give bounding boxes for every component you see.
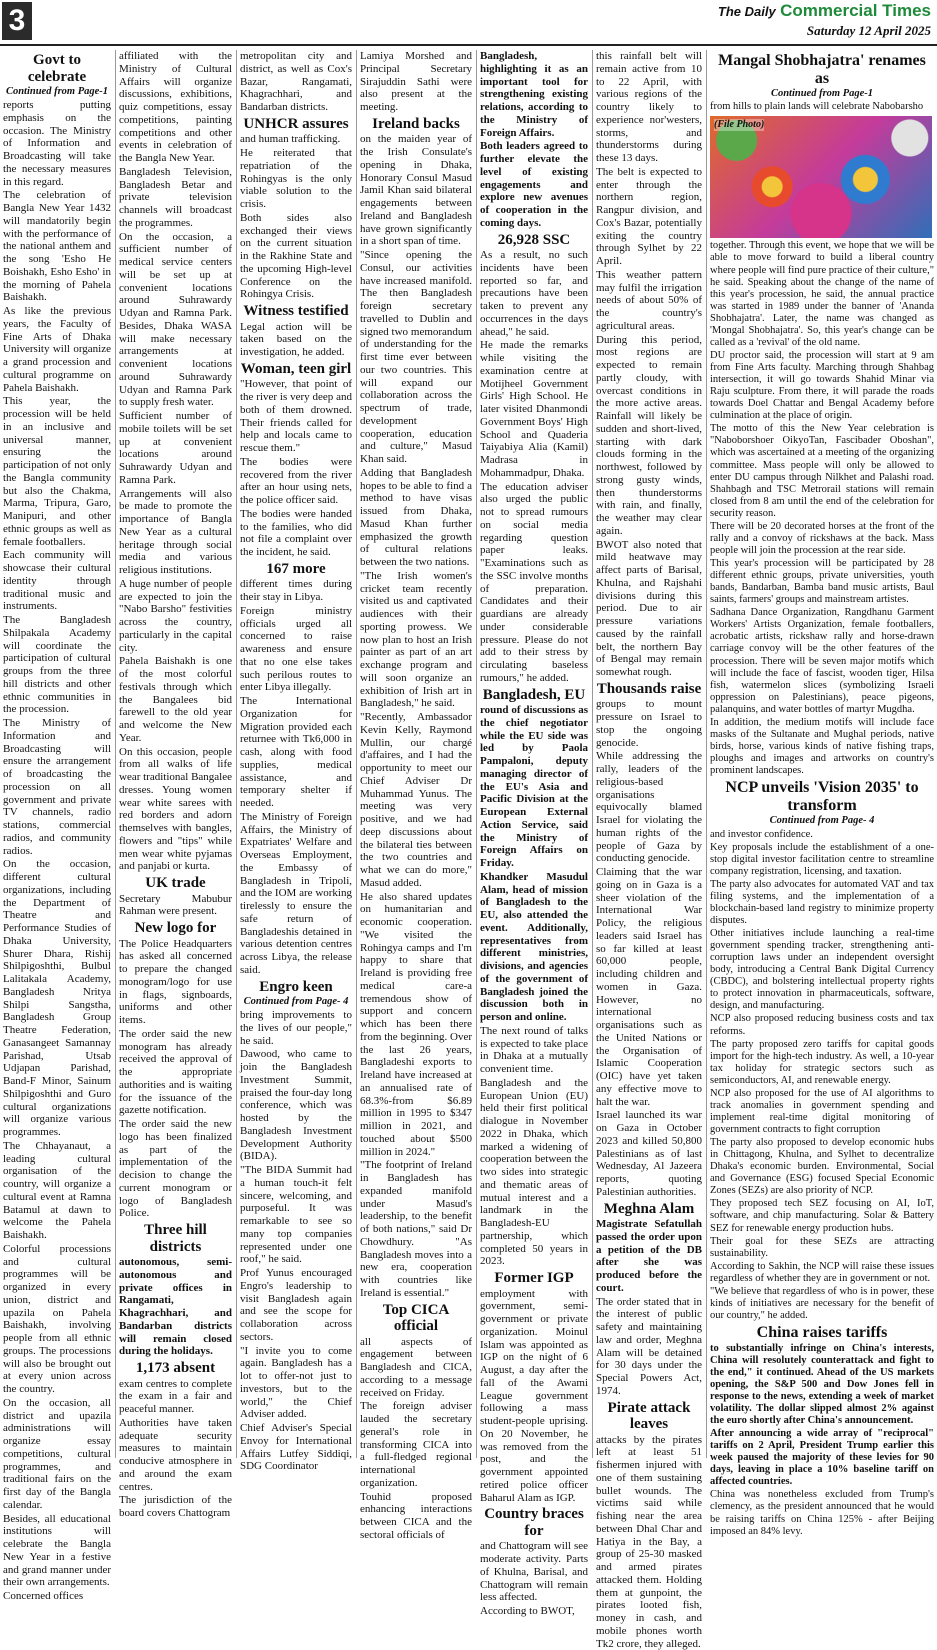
paragraph: employment with government, semi-government or private organization. Moinul Islam was appointed as IGP on the night of 6 August, a day after the fall of the Awami League government following a mass student-people uprising. On 20 November, he was removed from the post, and the government appointed retired police officer Baharul Alam as IGP. bbox=[480, 1288, 588, 1505]
headline-pirate: Pirate attack leaves bbox=[596, 1400, 702, 1433]
paragraph: The jurisdiction of the board covers Chattogram bbox=[119, 1494, 232, 1520]
paragraph: Bangladesh, highlighting it as an important tool for strengthening existing relations, according to the Ministry of Foreign Affairs. bbox=[480, 50, 588, 139]
paragraph: "Recently, Ambassador Kevin Kelly, Raymond Mullin, our chargé d'affaires, and I had the opportunity to meet our Chief Adviser Dr Muhammad Yunus. The meeting was very positive, and we had deep discussions about the bilateral ties between the two countries and what we can do more," Masud added. bbox=[360, 711, 472, 890]
paragraph: round of discussions as the chief negotiator while the EU side was led by Paola Pampaloni, deputy managing director of the EU's Asia and Pacific Division at the European External Action Service, said the Ministry of Foreign Affairs on Friday. bbox=[480, 704, 588, 870]
column-divider bbox=[592, 50, 593, 1458]
headline-witness: Witness testified bbox=[240, 303, 352, 320]
column-5 bbox=[480, 50, 588, 1458]
paragraph: The education adviser also urged the public not to spread rumours on social media regarding question paper leaks. "Examinations such as the SSC involve months of preparation. Candidates and their guardians are already under considerable pressure. Please do not add to their stress by circulating baseless rumours," he added. bbox=[480, 481, 588, 685]
paragraph: The Chhayanaut, a leading cultural organisation of the country, will organize a cultural event at Ramna Batamul at dawn to welcome the Pahela Baishakh. bbox=[3, 1140, 111, 1242]
column-3 bbox=[240, 50, 352, 1458]
paragraph: The foreign adviser lauded the secretary general's role in transforming CICA into a full-fledged regional international organization. bbox=[360, 1400, 472, 1489]
paragraph: all aspects of engagement between Bangladesh and CICA, according to a message received on Friday. bbox=[360, 1336, 472, 1400]
paragraph: exam centres to complete the exam in a fair and peaceful manner. bbox=[119, 1378, 232, 1416]
paragraph: The order stated that in the interest of public safety and maintaining law and order, Meghna Alam will be detained for 30 days under the Special Powers Act, 1974. bbox=[596, 1296, 702, 1398]
paragraph: The International Organization for Migration provided each returnee with Tk6,000 in cash, along with food supplies, medical assistance, and temporary shelter if needed. bbox=[240, 695, 352, 810]
newspaper-prefix: The Daily bbox=[718, 4, 776, 19]
paragraph: The Police Headquarters has asked all concerned to prepare the changed monogram/logo for use in flags, signboards, uniforms and other items. bbox=[119, 938, 232, 1027]
continued-label: Continued from Page- 4 bbox=[710, 815, 934, 827]
paragraph: Other initiatives include launching a real-time government spending tracker, strengthening anti-corruption laws under an independent oversight body, introducing a Central Bank Digital Currency (CBDC), and bolstering intellectual property rights to protect innovation in pharmaceuticals, software, design, and manufacturing. bbox=[710, 928, 934, 1012]
paragraph: "We believe that regardless of who is in power, these kinds of initiatives are necessary for the benefit of our country," he added. bbox=[710, 1286, 934, 1322]
paragraph: NCP also proposed for the use of AI algorithms to track anomalies in government spending and implement real-time digital monitoring of government contracts to fight corruption bbox=[710, 1088, 934, 1136]
publication-date: Saturday 12 April 2025 bbox=[807, 23, 931, 39]
paragraph: On the occasion, all district and upazila administrations will organize essay competitions, cultural programmes, and traditional fairs on the first day of the Bangla calendar. bbox=[3, 1397, 111, 1512]
paragraph: While addressing the rally, leaders of the religious-based organisations equivocally blamed Israel for violating the human rights of the people of Gaza by conducting genocide. bbox=[596, 750, 702, 865]
paragraph: autonomous, semi-autonomous and private offices in Rangamati, Khagrachhari, and Bandarban districts will remain closed during the holidays. bbox=[119, 1256, 232, 1358]
paragraph: The party also proposed to develop economic hubs in Chittagong, Khulna, and Sylhet to decentralize Dhaka's economic burden. Environmental, Social and Governance (ESG) focused Special Economic Zones (SEZs) are also priority of NCP. bbox=[710, 1137, 934, 1197]
paragraph: Chief Adviser's Special Envoy for International Affairs Lutfey Siddiqi, SDG Coordinator bbox=[240, 1422, 352, 1473]
paragraph: this rainfall belt will remain active from 10 to 22 April, with various regions of the country likely to experience nor'westers, storms, and thunderstorms during these 13 days. bbox=[596, 50, 702, 165]
headline-woman-teen: Woman, teen girl bbox=[240, 361, 352, 378]
paragraph: During this period, most regions are expected to remain partly cloudy, with overcast conditions in the more active areas. Rainfall will likely be sudden and short-lived, starting with dark clouds forming in the northwest, followed by strong gusty winds, then thunderstorms with rain, and finally, the weather may clear again. bbox=[596, 334, 702, 538]
paragraph: DU proctor said, the procession will start at 9 am from Fine Arts faculty. Marching through Shahbag intersection, it will go towards Shahid Minar via Raju sculpture. From there, it will parade the roads towards Doel Chattar and Bengal Academy before culmination at the place of origin. bbox=[710, 350, 934, 422]
paragraph: "I invite you to come again. Bangladesh has a lot to offer-not just to investors, but to the world," the Chief Adviser added. bbox=[240, 1345, 352, 1422]
newspaper-name bbox=[718, 1, 931, 21]
headline-meghna: Meghna Alam bbox=[596, 1201, 702, 1218]
paragraph: Adding that Bangladesh hopes to be able to find a method to have visas issued from Dhaka, Masud Khan further emphasized the growth of cultural relations between the two nations. bbox=[360, 467, 472, 569]
headline-167-more: 167 more bbox=[240, 561, 352, 578]
headline-govt-celebrate: Govt to celebrate bbox=[3, 52, 111, 85]
column-divider bbox=[115, 50, 116, 1458]
column-7 bbox=[710, 50, 934, 1458]
paragraph: The motto of this the New Year celebration is "Naboborshoer OikyoTan, Fascibader Oboshan", which was ascertained at a meeting of the organizing committee. Mass people will only be allowed to enter DU campus through Nilkhet and Palashi road. Shahbagh and TSC Metrorail stations will remain closed from 8 am until the end of the celebration for security reason. bbox=[710, 423, 934, 520]
paragraph: The bodies were handed to the families, who did not file a complaint over the incident, he said. bbox=[240, 508, 352, 559]
paragraph: He reiterated that repatriation of the Rohingyas is the only viable solution to the crisis. bbox=[240, 147, 352, 211]
paragraph: Israel launched its war on Gaza in October 2023 and killed 50,800 Palestinians as of last Wednesday, Al Jazeera reports, quoting Palestinian authorities. bbox=[596, 1109, 702, 1198]
paragraph: from hills to plain lands will celebrate Nabobarsho bbox=[710, 101, 934, 113]
headline-former-igp: Former IGP bbox=[480, 1270, 588, 1287]
headline-bangladesh-eu: Bangladesh, EU bbox=[480, 687, 588, 704]
paragraph: They proposed tech SEZ focusing on AI, IoT, software, and chip manufacturing. Solar & Battery SEZ for renewable energy production hubs. bbox=[710, 1198, 934, 1234]
paragraph: and Chattogram will see moderate activity. Parts of Khulna, Barisal, and Chattogram will remain less affected. bbox=[480, 1540, 588, 1604]
festival-mask-photo bbox=[710, 116, 932, 238]
paragraph: Khandker Masudul Alam, head of mission of Bangladesh to the EU, also attended the event. Additionally, representatives from different ministries, divisions, and agencies of the government of Bangladesh joined the discussion both in person and online. bbox=[480, 871, 588, 1024]
continued-label: Continued from Page-1 bbox=[3, 86, 111, 98]
paragraph: attacks by the pirates left at least 51 fishermen injured with one of them sustaining bullet wounds. The victims said while fishing near the area between Dhal Char and Hatiya in the Bay, a group of 25-30 masked and armed pirates attacked them. Holding them at gunpoint, the pirates looted fish, money in cash, and mobile phones worth Tk2 crore, they alleged. bbox=[596, 1434, 702, 1650]
paragraph: different times during their stay in Libya. bbox=[240, 578, 352, 604]
column-divider bbox=[706, 50, 707, 1458]
headline-hill-districts: Three hill districts bbox=[119, 1222, 232, 1255]
paragraph: The order said the new logo has been finalized as part of the implementation of the decision to change the current monogram or logo of Bangladesh Police. bbox=[119, 1118, 232, 1220]
column-divider bbox=[476, 50, 477, 1458]
paragraph: The belt is expected to enter through the northern region, Rangpur division, and Cox's Bazar, potentially exiting the country through Sylhet by 22 April. bbox=[596, 166, 702, 268]
paragraph: Sadhana Dance Organization, Rangdhanu Garment Workers' Artists Organization, female footballers, acrobatic artists, rickshaw rally and horse-drawn carriage convoy will be the other features of the procession. There will be seven major motifs which will include the face of fascist, wooden tiger, Hilsa fish, watermelon slices (symbolizing Israeli oppression on Palestinians), peace pigeons, palanquins, and water bottles of martyr Mugdha. bbox=[710, 607, 934, 716]
paragraph: Both sides also exchanged their views on the current situation in the Rakhine State and the upcoming High-level Conference on the Rohingya Crisis. bbox=[240, 212, 352, 301]
paragraph: The celebration of Bangla New Year 1432 will mandatorily begin with the performance of the national anthem and the song 'Esho He Boishakh, Esho Esho' in the morning of Pahela Baishakh. bbox=[3, 189, 111, 304]
paragraph: reports putting emphasis on the occasion. The Ministry of Information and Broadcasting will take the necessary measures in this regard. bbox=[3, 99, 111, 188]
page-number: 3 bbox=[2, 2, 32, 40]
headline-absent: 1,173 absent bbox=[119, 1360, 232, 1377]
paragraph: In addition, the medium motifs will include face masks of the Sultanate and Mughal periods, native birds, horse, various kinds of native fishing traps, ploughs and images and artworks on country's prominent landscapes. bbox=[710, 717, 934, 777]
headline-new-logo: New logo for bbox=[119, 920, 232, 937]
paragraph: Prof Yunus encouraged Engro's leadership to visit Bangladesh again and see the scope for collaboration across sectors. bbox=[240, 1267, 352, 1344]
headline-engro: Engro keen bbox=[240, 979, 352, 996]
paragraph: NCP also proposed reducing business costs and tax reforms. bbox=[710, 1013, 934, 1037]
headline-thousands: Thousands raise bbox=[596, 681, 702, 698]
paragraph: Magistrate Sefatullah passed the order upon a petition of the DB after she was produced before the court. bbox=[596, 1218, 702, 1295]
paragraph: Lamiya Morshed and Principal Secretary Sirajuddin Sathi were also present at the meeting. bbox=[360, 50, 472, 114]
paragraph: Each community will showcase their cultural identity through traditional music and instruments. bbox=[3, 549, 111, 613]
paragraph: The order said the new monogram has already received the approval of the appropriate authorities and is waiting for the issuance of the gazette notification. bbox=[119, 1028, 232, 1117]
paragraph: BWOT also noted that mild heatwave may affect parts of Barisal, Khulna, and Rajshahi divisions during this period. Due to air pressure variations caused by the rainfall belt, the northern Bay of Bengal may remain somewhat rough. bbox=[596, 539, 702, 679]
paragraph: As like the previous years, the Faculty of Fine Arts of Dhaka University will organize a grand procession and cultural programme on Pahela Baishakh. bbox=[3, 305, 111, 394]
photo-caption: (File Photo) bbox=[714, 119, 764, 131]
paragraph: Pahela Baishakh is one of the most colorful festivals through which the Bangalees bid farewell to the old year and welcome the New Year. bbox=[119, 655, 232, 744]
headline-ncp: NCP unveils 'Vision 2035' to transform bbox=[710, 779, 934, 814]
paragraph: metropolitan city and district, as well as Cox's Bazar, Rangamati, Khagrachhari, and Bandarban districts. bbox=[240, 50, 352, 114]
paragraph: "The BIDA Summit had a human touch-it felt sincere, welcoming, and purposeful. It was remarkable to see so many top companies represented under one roof," he said. bbox=[240, 1164, 352, 1266]
paragraph: Both leaders agreed to further elevate the level of existing engagements and explore new avenues of cooperation in the coming days. bbox=[480, 140, 588, 229]
paragraph: According to BWOT, bbox=[480, 1605, 588, 1618]
paragraph: Their goal for these SEZs are attracting sustainability. bbox=[710, 1236, 934, 1260]
paragraph: He made the remarks while visiting the examination centre at Motijheel Government Girls' High School. He later visited Dhanmondi Government Boys' High School and Quaderia Taiyabiya Alia (Kamil) Madrasa in Mohammadpur, Dhaka. bbox=[480, 339, 588, 479]
paragraph: Colorful processions and cultural programmes will be organized in every union, district and upazila on Pahela Baishakh, involving people from all ethnic groups. The processions will also be brought out at every union across the country. bbox=[3, 1243, 111, 1396]
continued-label: Continued from Page- 4 bbox=[240, 996, 352, 1008]
paragraph: The bodies were recovered from the river after an hour using nets, the police officer said. bbox=[240, 456, 352, 507]
paragraph: Foreign ministry officials urged all concerned to raise awareness and ensure that no one else takes such perilous routes to enter Libya illegally. bbox=[240, 605, 352, 694]
paragraph: There will be 20 decorated horses at the front of the rally and a convoy of rickshaws at the back. Mass people will join the procession at the rear side. bbox=[710, 521, 934, 557]
paragraph: Concerned offices bbox=[3, 1590, 111, 1603]
column-1 bbox=[3, 50, 111, 1458]
paragraph: The Bangladesh Shilpakala Academy will coordinate the participation of cultural groups from the three hill districts and other ethnic communities in the procession. bbox=[3, 614, 111, 716]
paragraph: The party proposed zero tariffs for capital goods import for the high-tech industry. As well, a 10-year tax holiday for strategic sectors such as semiconductors, AI, and renewable energy. bbox=[710, 1039, 934, 1087]
paragraph: Key proposals include the establishment of a one-stop digital investor facilitation centre to streamline company registration, licensing, and taxation. bbox=[710, 842, 934, 878]
headline-country-braces: Country braces for bbox=[480, 1506, 588, 1539]
paragraph: affiliated with the Ministry of Cultural Affairs will organize discussions, exhibitions, quiz competitions, essay competitions, painting competitions and other events in celebration of the Bangla New Year. bbox=[119, 50, 232, 165]
paragraph: This weather pattern may fulfil the irrigation needs of about 50% of the country's agricultural areas. bbox=[596, 269, 702, 333]
masthead bbox=[0, 0, 937, 46]
column-6 bbox=[596, 50, 702, 1458]
paragraph: groups to mount pressure on Israel to stop the ongoing genocide. bbox=[596, 698, 702, 749]
headline-ssc: 26,928 SSC bbox=[480, 232, 588, 249]
headline-china-tariffs: China raises tariffs bbox=[710, 1324, 934, 1342]
paragraph: The next round of talks is expected to take place in Dhaka at a mutually convenient time. bbox=[480, 1025, 588, 1076]
paragraph: Authorities have taken adequate security measures to maintain conducive atmosphere in and around the exam centres. bbox=[119, 1417, 232, 1494]
paragraph: Besides, all educational institutions will celebrate the Bangla New Year in a festive and grand manner under their own arrangements. bbox=[3, 1513, 111, 1590]
paragraph: Bangladesh Television, Bangladesh Betar and private television channels will broadcast the programmes. bbox=[119, 166, 232, 230]
article-columns bbox=[3, 50, 934, 1458]
paragraph: together. Through this event, we hope that we will be able to move forward to build a liberal country where people will find pure practice of their culture," he said. Speaking about the change of the name of this year's procession, he said, the annual practice was started in 1989 under the banner of 'Ananda Shobhajatra'. Later, the name was changed as 'Mongal Shobhajatra'. So, this year's change can be called as a 'revival' of the old name. bbox=[710, 240, 934, 349]
paragraph: Secretary Mabubur Rahman were present. bbox=[119, 893, 232, 919]
paragraph: On the occasion, different cultural organizations, including the Department of Theatre and Performance Studies of Dhaka University, Shurer Dhara, Rishij Shilpigoshthi, Bulbul Lalitakala Academy, Bangladesh Nritya Shilpi Sangstha, Bangladesh Group Theatre Federation, Ganasangeet Samannay Parishad, Utsab Udjapan Parishad, Band-F Minor, Sainum Shilpigoshthi and Guro cultural organizations will organize various programmes. bbox=[3, 858, 111, 1139]
paragraph: on the maiden year of the Irish Consulate's opening in Dhaka, Honorary Consul Masud Jamil Khan said bilateral engagements between Ireland and Bangladesh have grown significantly in a short span of time. bbox=[360, 133, 472, 248]
paragraph: "The footprint of Ireland in Bangladesh has expanded manifold under Masud's leadership, to the benefit of both nations," said Dr Chowdhury. "As Bangladesh moves into a new era, cooperation with countries like Ireland is essential." bbox=[360, 1159, 472, 1299]
paragraph: Touhid proposed enhancing interactions between CICA and the sectoral officials of bbox=[360, 1491, 472, 1542]
paragraph: The Ministry of Foreign Affairs, the Ministry of Expatriates' Welfare and Overseas Employment, the Embassy of Bangladesh in Tripoli, and the IOM are working tirelessly to ensure the safe return of Bangladeshis detained in various detention centres across Libya, the release said. bbox=[240, 811, 352, 977]
paragraph: The Ministry of Information and Broadcasting will ensure the arrangement of broadcasting the procession on all government and private TV channels, radio stations, commercial radios, and community radios. bbox=[3, 717, 111, 857]
paragraph: According to Sakhin, the NCP will raise these issues regardless of whether they are in government or not. bbox=[710, 1261, 934, 1285]
paragraph: He also shared updates on humanitarian and economic cooperation. "We visited the Rohingya camps and I'm happy to share that Ireland is providing free medical care-a tremendous show of support and concern which has been there from the beginning. Over the last 26 years, Bangladeshi exports to Ireland have increased at an annualised rate of 68.3%-from $6.89 million in 1995 to $347 million in 2021, and touched about $500 million in 2024." bbox=[360, 891, 472, 1159]
paragraph: A huge number of people are expected to join the "Nabo Barsho" festivities across the country, particularly in the capital city. bbox=[119, 578, 232, 655]
headline-ireland: Ireland backs bbox=[360, 116, 472, 133]
paragraph: Bangladesh and the European Union (EU) held their first political dialogue in November 2022 in Dhaka, which marked a widening of cooperation between the two sides into strategic and thematic areas of mutual interest and a landmark in the Bangladesh-EU partnership, which completed 50 years in 2023. bbox=[480, 1077, 588, 1268]
paragraph: Legal action will be taken based on the investigation, he added. bbox=[240, 321, 352, 359]
paragraph: The party also advocates for automated VAT and tax filing systems, and the implementation of a blockchain-based land registry to minimize property disputes. bbox=[710, 879, 934, 927]
paragraph: This year's procession will be participated by 28 different ethnic groups, private universities, youth bands, Bandarban, Bamba band music artists, Baul saints, farmers' groups and mainstream artistes. bbox=[710, 558, 934, 606]
continued-label: Continued from Page-1 bbox=[710, 88, 934, 100]
paragraph: to substantially infringe on China's interests, China will resolutely counterattack and fight to the end," it continued. Ahead of the US markets opening, the S&P 500 and Dow Jones fell in response to the news, extending a week of market volatility. The dollar slipped almost 2% against the euro shortly after China's announcement. bbox=[710, 1343, 934, 1427]
newspaper-brand: Commercial Times bbox=[780, 1, 931, 20]
headline-unhcr: UNHCR assures bbox=[240, 116, 352, 133]
paragraph: "However, that point of the river is very deep and both of them drowned. Their friends called for help and locals came to rescue them." bbox=[240, 378, 352, 455]
headline-mangal: Mangal Shobhajatra' renames as bbox=[710, 52, 934, 87]
paragraph: On the occasion, a sufficient number of medical service centers will be set up at convenient locations around Suhrawardy Udyan and Ramna Park. Besides, Dhaka WASA will make necessary arrangements at convenient locations around Suhrawardy Udyan and Ramna Park to supply fresh water. bbox=[119, 231, 232, 410]
paragraph: China was nonetheless excluded from Trump's clemency, as the president announced that he would be raising tariffs on China 125% - after Beijing imposed an 84% levy. bbox=[710, 1489, 934, 1537]
column-2 bbox=[119, 50, 232, 1458]
paragraph: As a result, no such incidents have been reported so far, and precautions have been taken to prevent any occurrences in the days ahead," he said. bbox=[480, 249, 588, 338]
paragraph: Dawood, who came to join the Bangladesh Investment Summit, praised the four-day long conference, which was hosted by the Bangladesh Investment Development Authority (BIDA). bbox=[240, 1048, 352, 1163]
column-divider bbox=[236, 50, 237, 1458]
paragraph: Arrangements will also be made to promote the importance of Bangla New Year as a cultural heritage through social media and various religious institutions. bbox=[119, 488, 232, 577]
headline-cica: Top CICA official bbox=[360, 1302, 472, 1335]
paragraph: Sufficient number of mobile toilets will be set up at convenient locations around Suhrawardy Udyan and Ramna Park. bbox=[119, 410, 232, 487]
paragraph: and human trafficking. bbox=[240, 133, 352, 146]
paragraph: This year, the procession will be held in an inclusive and universal manner, ensuring the participation of not only the Bangla community but also the Chakma, Marma, Tripura, Garo, Manipuri, and other ethnic groups as well as female footballers. bbox=[3, 395, 111, 548]
headline-uk-trade: UK trade bbox=[119, 875, 232, 892]
paragraph: After announcing a wide array of "reciprocal" tariffs on 2 April, President Trump earlier this week paused the majority of these levies for 90 days, leaving in place a 10% baseline tariff on affected countries. bbox=[710, 1428, 934, 1488]
column-divider bbox=[356, 50, 357, 1458]
paragraph: and investor confidence. bbox=[710, 829, 934, 841]
column-4 bbox=[360, 50, 472, 1458]
paragraph: "Since opening the Consul, our activities have increased manifold. The then Bangladesh foreign secretary travelled to Dublin and signed two memorandum of understanding for the first time ever between our two countries. This will expand our collaboration across the spectrum of trade, development cooperation, education and culture," Masud Khan said. bbox=[360, 249, 472, 466]
paragraph: "The Irish women's cricket team recently visited us and captivated audiences with their sporting prowess. We now plan to host an Irish painter as part of an art exchange program and will soon organize an exhibition of Irish art in Bangladesh," he said. bbox=[360, 570, 472, 710]
paragraph: Claiming that the war going on in Gaza is a sheer violation of the International War Policy, the religious leaders said Israel has so far killed at least 60,000 people, including children and women in Gaza. However, no international organisations such as the United Nations or the Organisation of Islamic Cooperation (OIC) have yet taken any effective move to halt the war. bbox=[596, 866, 702, 1108]
paragraph: On this occasion, people from all walks of life wear traditional Bangalee dresses. Young women wear white sarees with red borders and adorn themselves with bangles, flowers and "tips" while men wear white pyjamas and panjabi or kurta. bbox=[119, 746, 232, 874]
paragraph: bring improvements to the lives of our people," he said. bbox=[240, 1009, 352, 1047]
